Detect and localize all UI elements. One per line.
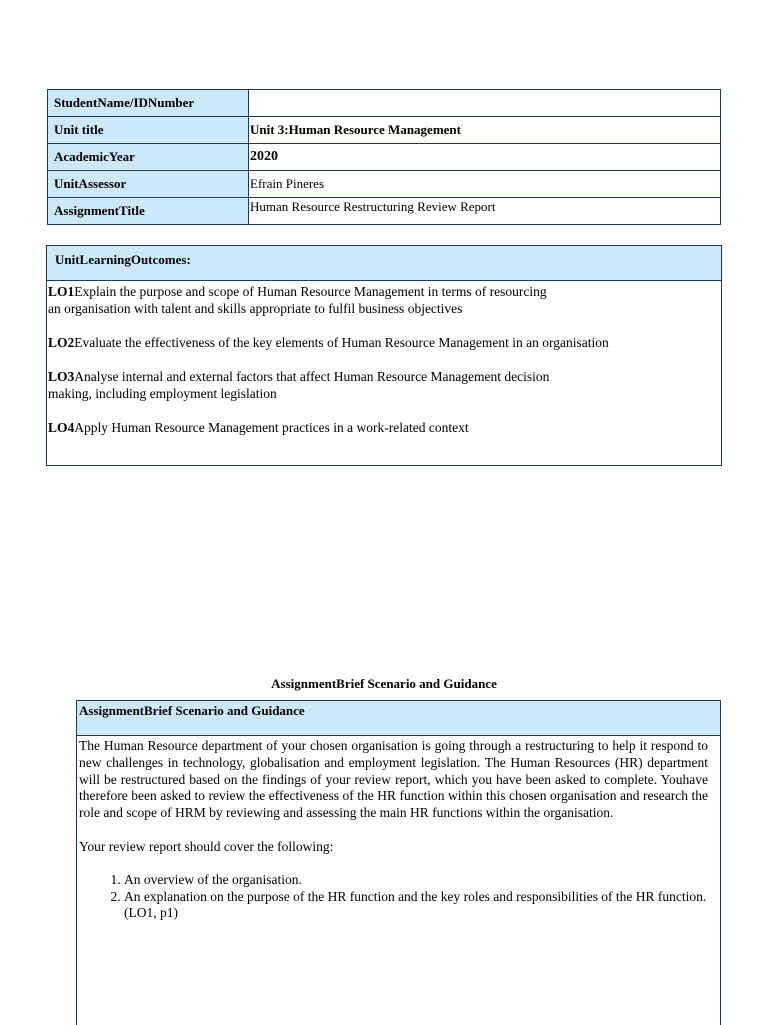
learning-outcomes-list xyxy=(47,281,721,436)
outcome-lo4 xyxy=(48,419,721,436)
student-name-row xyxy=(48,90,721,117)
outcome-text: Explain the purpose and scope of Human Resource Management in terms of resourcing xyxy=(74,284,547,299)
academic-year-label: AcademicYear xyxy=(48,144,249,171)
unit-title-row xyxy=(48,117,721,144)
academic-year-row xyxy=(48,144,721,171)
unit-assessor-row xyxy=(48,171,721,198)
academic-year-value: 2020 xyxy=(249,144,721,171)
student-name-label: StudentName/IDNumber xyxy=(48,90,249,117)
brief-section-title: AssignmentBrief Scenario and Guidance xyxy=(271,676,497,691)
learning-outcomes-header: UnitLearningOutcomes: xyxy=(47,246,721,281)
outcome-code: LO4 xyxy=(48,420,75,435)
outcome-text-cont: making, including employment legislation xyxy=(48,386,277,401)
unit-title-value: Unit 3:Human Resource Management xyxy=(249,117,721,144)
brief-intro: Your review report should cover the following: xyxy=(79,838,334,854)
outcome-text: Analyse internal and external factors that affect Human Resource Management decision xyxy=(74,369,550,384)
outcome-code: LO1 xyxy=(48,284,75,299)
assignment-brief-box xyxy=(76,700,721,1025)
list-item: 2. An explanation on the purpose of the HR function and the key roles and responsibilities of the HR function.(LO1, p1) xyxy=(124,889,708,923)
unit-assessor-label: UnitAssessor xyxy=(48,171,249,198)
outcome-lo2 xyxy=(48,334,721,351)
assignment-title-label: AssignmentTitle xyxy=(48,198,249,225)
outcome-text-cont: an organisation with talent and skills appropriate to fulfil business objectives xyxy=(48,301,463,316)
outcome-text: Evaluate the effectiveness of the key elements of Human Resource Management in an organisation xyxy=(74,335,609,350)
assignment-title-row xyxy=(48,198,721,225)
assignment-title-value: Human Resource Restructuring Review Report xyxy=(249,198,721,225)
brief-requirements-list xyxy=(79,872,708,922)
outcome-lo3 xyxy=(48,368,721,402)
unit-title-label: Unit title xyxy=(48,117,249,144)
assignment-brief-header: AssignmentBrief Scenario and Guidance xyxy=(77,701,720,736)
assignment-brief-body xyxy=(77,736,720,922)
learning-outcomes-box xyxy=(46,245,722,466)
outcome-code: LO3 xyxy=(48,369,75,384)
unit-assessor-value: Efrain Pineres xyxy=(249,171,721,198)
outcome-text: Apply Human Resource Management practices in a work-related context xyxy=(74,420,469,435)
student-info-table xyxy=(47,89,721,225)
student-name-value xyxy=(249,90,721,117)
outcome-code: LO2 xyxy=(48,335,75,350)
outcome-lo1 xyxy=(48,283,721,317)
list-item: 1. An overview of the organisation. xyxy=(124,872,708,889)
brief-paragraph: The Human Resource department of your chosen organisation is going through a restructuring to help it respond to new challenges in technology, globalisation and employment legislation. The Human Resources (HR) department will be restructured based on the findings of your review report, which you have been asked to complete. Youhave therefore been asked to review the effectiveness of the HR function within this chosen organisation and research the role and scope of HRM by reviewing and assessing the main HR functions within the organisation. xyxy=(79,738,708,821)
